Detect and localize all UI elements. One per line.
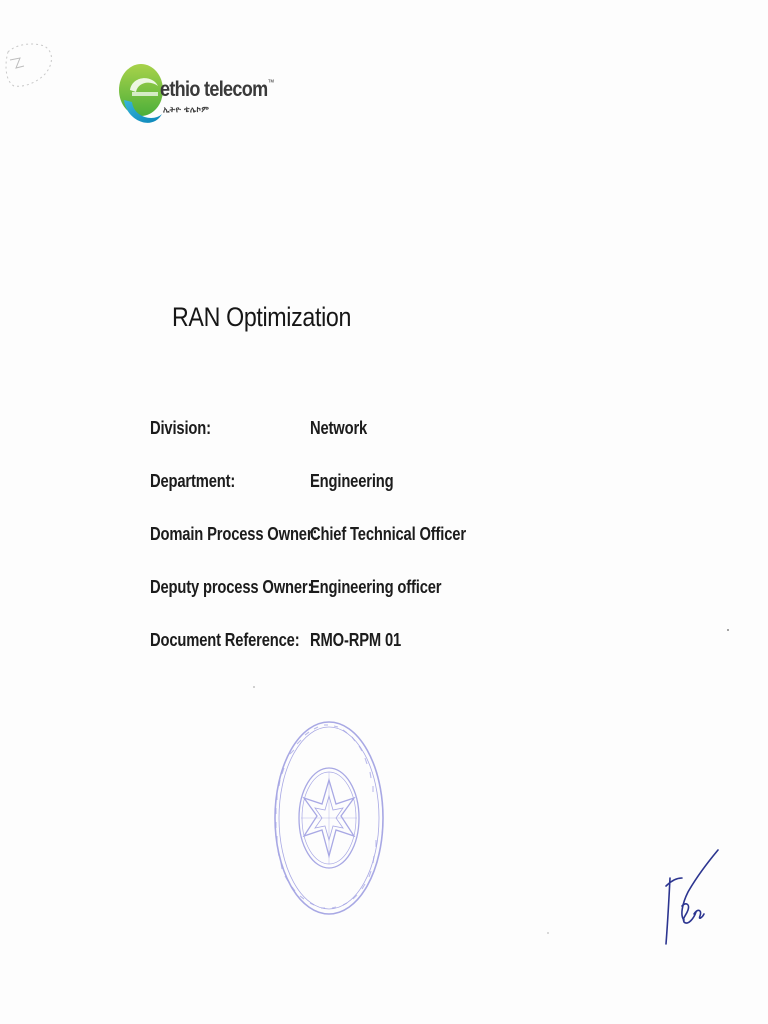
logo-wordmark: ethio telecom™	[160, 78, 274, 101]
info-row-deputy-owner	[150, 577, 570, 630]
field-label: Domain Process Owner:	[150, 524, 318, 544]
info-row-doc-reference	[150, 630, 570, 683]
scan-artifact	[2, 38, 58, 98]
field-label: Deputy process Owner:	[150, 577, 313, 597]
info-row-department	[150, 471, 570, 524]
info-row-division	[150, 418, 570, 471]
logo-emblem-icon	[118, 62, 164, 130]
field-value: RMO-RPM 01	[310, 630, 402, 650]
scan-speck	[253, 686, 255, 688]
handwritten-signature	[660, 848, 724, 952]
document-info-table	[150, 418, 570, 683]
logo-tagline: ኢትዮ ቴሌኮም	[163, 105, 210, 114]
field-value: Network	[310, 418, 368, 438]
scan-speck	[547, 932, 549, 934]
ethio-telecom-logo	[118, 62, 278, 132]
field-value: Chief Technical Officer	[310, 524, 466, 544]
official-stamp-seal	[270, 718, 388, 918]
field-value: Engineering	[310, 471, 394, 491]
field-label: Department:	[150, 471, 236, 491]
info-row-domain-owner	[150, 524, 570, 577]
field-value: Engineering officer	[310, 577, 442, 597]
scan-speck	[727, 629, 729, 631]
field-label: Document Reference:	[150, 630, 300, 650]
document-title: RAN Optimization	[172, 302, 352, 332]
field-label: Division:	[150, 418, 211, 438]
